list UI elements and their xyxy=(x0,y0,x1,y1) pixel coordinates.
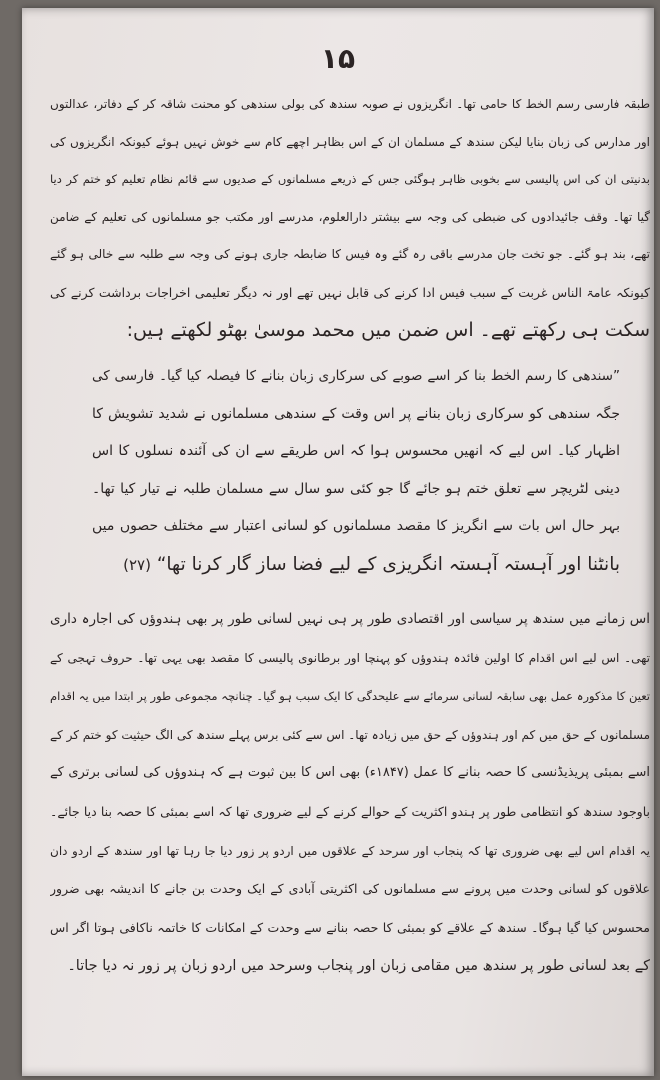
quote-line-last xyxy=(92,546,620,584)
block-quote xyxy=(92,358,620,584)
paragraph-line: اس زمانے میں سندھ پر سیاسی اور اقتصادی طور پر ہی نہیں لسانی طور پر بھی ہندوؤں کی اجارہ داری xyxy=(50,611,650,627)
paragraph-line: محسوس کیا گیا ہوگا۔ سندھ کے علاقے کو بمبئی کا حصہ بنانے سے وحدت کے امکانات کا خاتمہ ناکافی ہوتا اگر اس xyxy=(50,919,650,935)
page-number: ۱۵ xyxy=(320,42,356,75)
paragraph-line: بدنیتی ان کی اس پالیسی سے بخوبی ظاہر ہوگئی جس کے ذریعے مسلمانوں کے صدیوں سے قائم نظام تعلیم کو ختم کر دیا xyxy=(50,172,650,187)
reference-number: (۲۷) xyxy=(123,555,151,574)
paragraph-line: تھے، بند ہو گئے۔ جو تخت جان مدرسے باقی رہ گئے وہ فیس کا ضابطہ جاری ہونے کی وجہ سے طلبہ سے خالی ہو گئے xyxy=(50,247,650,262)
paragraph-line: تھی۔ اس لیے اس اقدام کا اولین فائدہ ہندوؤں کو پہنچا اور برطانوی پالیسی کا مقصد بھی یہی تھا۔ حروف تہجی کے xyxy=(50,650,650,665)
paragraph-line: طبقہ فارسی رسم الخط کا حامی تھا۔ انگریزوں نے صوبہ سندھ کی بولی سندھی کو محنت شاقہ کر کے دفاتر، عدالتوں xyxy=(50,97,650,111)
paragraph-line: اسے بمبئی پریذیڈنسی کا حصہ بنانے کا عمل (۱۸۴۷ء) بھی اس کا بین ثبوت ہے کہ ہندوؤں کی لسانی برتری کے xyxy=(50,765,650,781)
paragraph-line: اور مدارس کی زبان بنایا لیکن سندھ کے مسلمان ان کے اس بظاہر اچھے کام سے خوش نہیں ہوئے کیونکہ انگریزوں کی xyxy=(50,134,650,149)
paragraph-line: باوجود سندھ کو انتظامی طور پر ہندو اکثریت کے حوالے کرنے کے لیے ضروری تھا کہ اسے بمبئی کا حصہ بنا دیا جائے۔ xyxy=(50,803,650,819)
paragraph-line: کے بعد لسانی طور پر سندھ میں مقامی زبان اور پنجاب وسرحد میں اردو زبان پر زور نہ دیا جاتا۔ xyxy=(67,958,650,975)
paragraph-2 xyxy=(50,600,650,986)
paragraph-line: مسلمانوں کے حق میں کم اور ہندوؤں کے حق میں زیادہ تھا۔ اس سے کئی برس پہلے سندھ کی الگ حیثیت کو ختم کر کے xyxy=(50,727,650,742)
quote-line: بہر حال اس بات سے انگریز کا مقصد مسلمانوں کو لسانی اعتبار سے مختلف حصوں میں xyxy=(92,518,620,535)
paragraph-line: یہ اقدام اس لیے بھی ضروری تھا کہ پنجاب اور سرحد کے علاقوں میں اردو پر زور دیا جا رہا تھا اور سندھ کے اردو دان xyxy=(50,843,650,858)
paragraph-line: کیونکہ عامۃ الناس غربت کے سبب فیس ادا کرنے کی قابل نہیں تھے اور نہ دیگر تعلیمی اخراجات برداشت کرنے کی xyxy=(50,284,650,300)
paragraph-line: سکت ہی رکھتے تھے۔ اس ضمن میں محمد موسیٰ بھٹو لکھتے ہیں: xyxy=(126,318,650,341)
quote-line: ”سندھی کا رسم الخط بنا کر اسے صوبے کی سرکاری زبان بنانے کا فیصلہ کیا گیا۔ فارسی کی xyxy=(92,368,620,384)
quote-line-text: بانٹنا اور آہستہ آہستہ انگریزی کے لیے فضا ساز گار کرنا تھا“ xyxy=(156,553,620,575)
quote-line: جگہ سندھی کو سرکاری زبان بنانے پر اس وقت کے سندھی مسلمانوں نے شدید تشویش کا xyxy=(92,405,620,422)
paragraph-1 xyxy=(50,86,650,349)
paragraph-line: تعین کا مذکورہ عمل بھی سابقہ لسانی سرمائے سے علیحدگی کا ایک سبب ہو گیا۔ چنانچہ مجموعی طور پر ابتدا میں یہ اقدام xyxy=(50,689,650,704)
book-page xyxy=(22,8,654,1076)
quote-line: اظہار کیا۔ اس لیے کہ انھیں محسوس ہوا کہ اس طریقے سے ان کی آئندہ نسلوں کا اس xyxy=(92,443,620,460)
paragraph-line: علاقوں کو لسانی وحدت میں پرونے سے مسلمانوں کی اکثریتی آبادی کے ایک وحدت بن جانے کا اندیشہ بھی ضرور xyxy=(50,881,650,897)
paragraph-line: گیا تھا۔ وقف جائیدادوں کی ضبطی کی وجہ سے بیشتر دارالعلوم، مدرسے اور مکتب جو مسلمانوں کی تعلیم کے ضامن xyxy=(50,209,650,224)
quote-line: دینی لٹریچر سے تعلق ختم ہو جائے گا جو کئی سو سال سے مسلمان طلبہ نے تیار کیا تھا۔ xyxy=(92,480,620,497)
